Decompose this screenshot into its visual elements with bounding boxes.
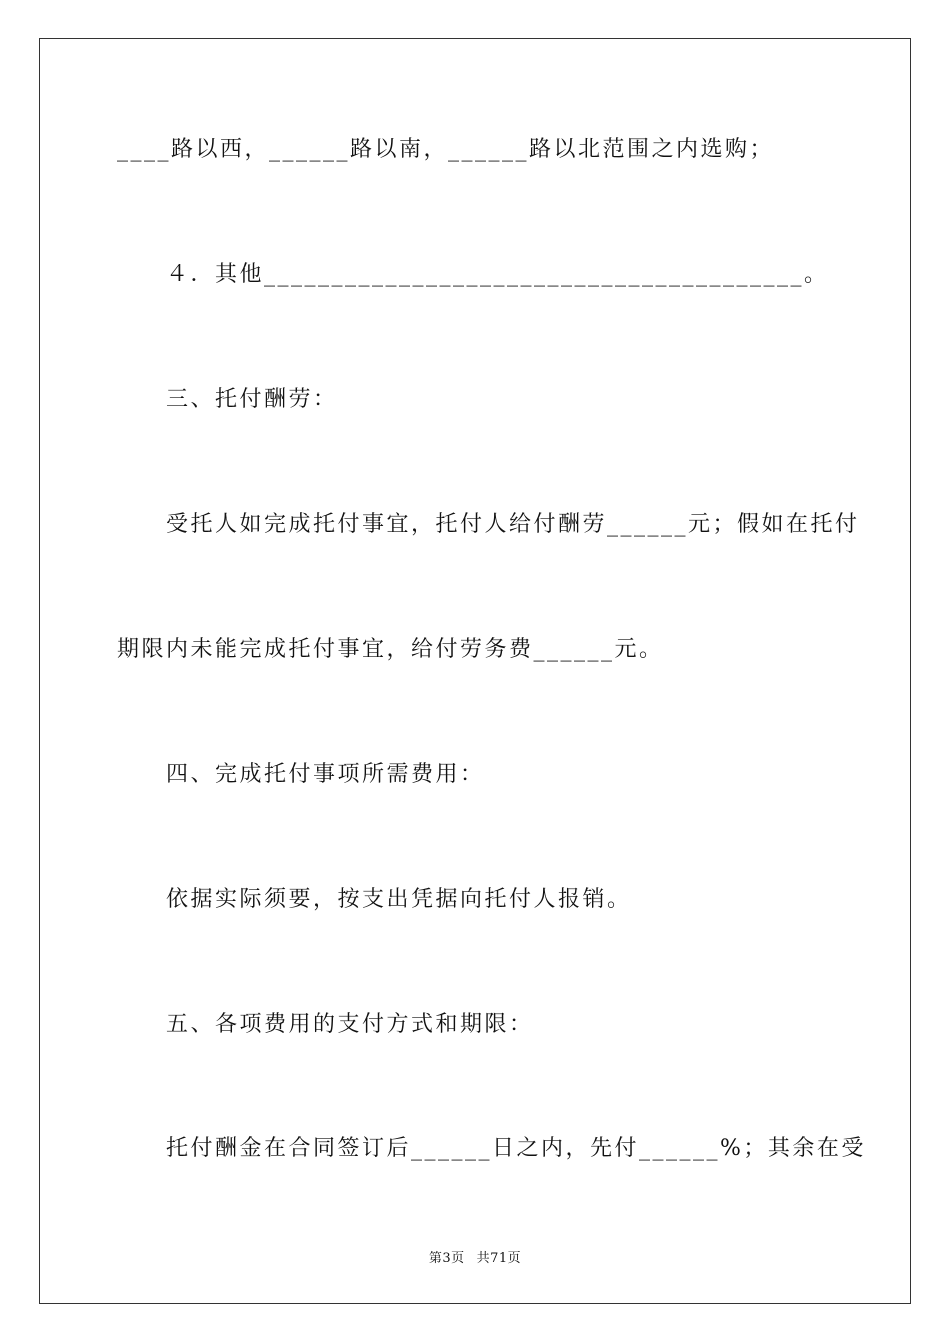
text-line-2: ４．其他________________________________________。 (166, 262, 829, 287)
text-line-1: ____路以西，______路以南，______路以北范围之内选购； (117, 137, 775, 162)
section-heading-4: 四、完成托付事项所需费用： (166, 762, 485, 787)
total-pages: 共71页 (476, 1251, 522, 1266)
page-border (39, 38, 911, 1304)
section-heading-5: 五、各项费用的支付方式和期限： (166, 1012, 534, 1037)
page-number: 第3页 (428, 1251, 465, 1266)
page-footer (0, 1247, 950, 1266)
text-line-4: 受托人如完成托付事宜，托付人给付酬劳______元；假如在托付 (166, 512, 860, 537)
text-line-5: 期限内未能完成托付事宜，给付劳务费______元。 (117, 637, 664, 662)
text-line-7: 依据实际须要，按支出凭据向托付人报销。 (166, 887, 632, 912)
text-line-9: 托付酬金在合同签订后______日之内，先付______%；其余在受 (166, 1136, 866, 1161)
section-heading-3: 三、托付酬劳： (166, 387, 338, 412)
